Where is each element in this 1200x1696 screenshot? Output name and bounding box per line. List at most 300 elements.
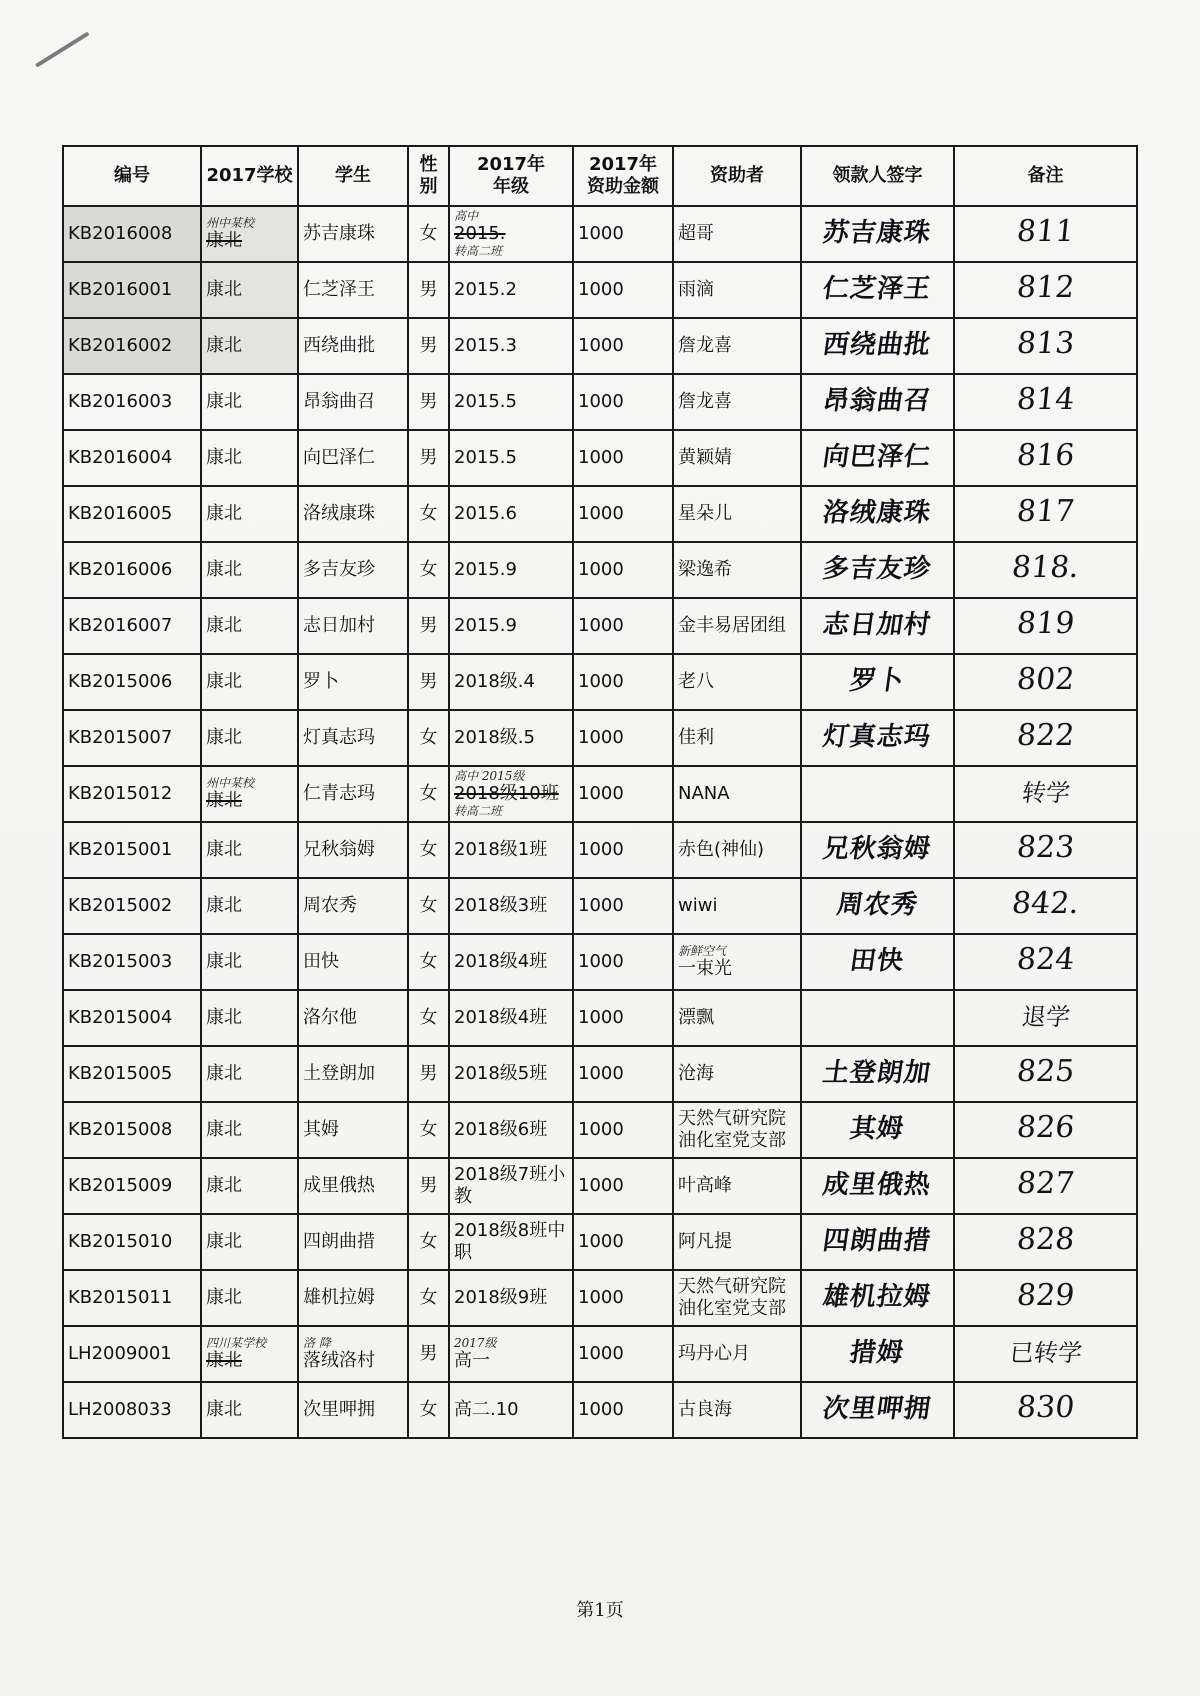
student-id: KB2015008: [68, 1119, 173, 1140]
grade-value: 2015.2: [454, 279, 517, 300]
table-row: [63, 1158, 1137, 1214]
student-name: 四朗曲措: [303, 1231, 375, 1252]
table-row: [63, 878, 1137, 934]
header-id: 编号: [63, 146, 201, 206]
cell-donor: [673, 1102, 801, 1158]
cell-school: [201, 542, 298, 598]
school-name: 康北: [206, 1349, 242, 1371]
handwritten-signature: 仁芝泽王: [821, 273, 934, 304]
student-sex: 女: [419, 1231, 438, 1252]
cell-donor: [673, 486, 801, 542]
donor-name: wiwi: [678, 895, 718, 916]
cell-school: [201, 1158, 298, 1214]
cell-school: [201, 598, 298, 654]
cell-id: [63, 878, 201, 934]
cell-remark: [954, 990, 1137, 1046]
handwritten-signature: 田快: [848, 945, 907, 976]
cell-signature: [801, 654, 954, 710]
cell-donor: [673, 542, 801, 598]
cell-amount: [573, 878, 673, 934]
cell-id: [63, 710, 201, 766]
cell-school: [201, 262, 298, 318]
amount-value: 1000: [578, 1175, 624, 1196]
cell-donor: [673, 1382, 801, 1438]
amount-value: 1000: [578, 1231, 624, 1252]
handwritten-signature: 昂翁曲召: [821, 385, 934, 416]
table-row: [63, 1102, 1137, 1158]
cell-school: [201, 430, 298, 486]
cell-grade: [449, 374, 573, 430]
cell-amount: [573, 206, 673, 262]
school-handwritten-note: 州中某校: [206, 775, 255, 790]
cell-donor: [673, 934, 801, 990]
amount-value: 1000: [578, 447, 624, 468]
handwritten-signature: 西绕曲批: [821, 329, 934, 360]
school-name: 康北: [206, 229, 242, 251]
table-row: [63, 1326, 1137, 1382]
cell-signature: [801, 1326, 954, 1382]
cell-sex: [408, 1270, 449, 1326]
header-amount-line2: 资助金额: [587, 176, 659, 197]
handwritten-remark: 812: [1015, 270, 1077, 305]
grade-value: 2018级5班: [454, 1063, 548, 1084]
student-name: 次里呷拥: [303, 1399, 375, 1420]
grade-value: 2018级8班中职: [454, 1220, 566, 1263]
donor-name: 雨滴: [678, 279, 714, 300]
header-row: [63, 146, 1137, 206]
cell-signature: [801, 878, 954, 934]
cell-remark: [954, 766, 1137, 822]
cell-student: [298, 878, 408, 934]
donor-name: 玛丹心月: [678, 1343, 750, 1364]
donor-name: 金丰易居团组: [678, 615, 786, 636]
cell-amount: [573, 934, 673, 990]
cell-sex: [408, 1102, 449, 1158]
cell-sex: [408, 1382, 449, 1438]
grade-value: 2015.: [454, 223, 506, 244]
cell-student: [298, 430, 408, 486]
cell-remark: [954, 1158, 1137, 1214]
cell-sex: [408, 710, 449, 766]
cell-id: [63, 486, 201, 542]
student-sex: 女: [419, 727, 438, 748]
student-name: 罗卜: [303, 671, 339, 692]
cell-school: [201, 1270, 298, 1326]
donor-name: 阿凡提: [678, 1231, 732, 1252]
grade-value: 2015.5: [454, 447, 517, 468]
cell-donor: [673, 990, 801, 1046]
cell-amount: [573, 766, 673, 822]
school-name: 康北: [206, 1119, 242, 1140]
grade-value: 2018级7班小教: [454, 1164, 566, 1207]
cell-grade: [449, 934, 573, 990]
cell-donor: [673, 1158, 801, 1214]
cell-amount: [573, 374, 673, 430]
student-sex: 男: [419, 391, 438, 412]
grade-value: 2018级.5: [454, 727, 535, 748]
cell-id: [63, 598, 201, 654]
student-name: 志日加村: [303, 615, 375, 636]
cell-school: [201, 374, 298, 430]
student-sex: 男: [419, 447, 438, 468]
cell-grade: [449, 430, 573, 486]
cell-id: [63, 1382, 201, 1438]
table-row: [63, 934, 1137, 990]
cell-grade: [449, 710, 573, 766]
amount-value: 1000: [578, 727, 624, 748]
cell-id: [63, 374, 201, 430]
cell-student: [298, 654, 408, 710]
cell-signature: [801, 1382, 954, 1438]
handwritten-remark: 824: [1015, 942, 1077, 977]
cell-grade: [449, 318, 573, 374]
header-amount-line1: 2017年: [588, 154, 658, 175]
student-id: KB2015002: [68, 895, 173, 916]
cell-amount: [573, 654, 673, 710]
cell-remark: [954, 1046, 1137, 1102]
student-name: 周农秀: [303, 895, 357, 916]
table-row: [63, 206, 1137, 262]
cell-donor: [673, 766, 801, 822]
handwritten-remark: 828: [1015, 1222, 1077, 1257]
cell-sex: [408, 430, 449, 486]
amount-value: 1000: [578, 335, 624, 356]
cell-student: [298, 542, 408, 598]
header-sex-line2: 别: [419, 176, 438, 197]
cell-amount: [573, 486, 673, 542]
school-handwritten-note: 四川某学校: [206, 1335, 267, 1350]
cell-amount: [573, 1102, 673, 1158]
handwritten-remark: 829: [1015, 1278, 1077, 1313]
handwritten-remark: 802: [1015, 662, 1077, 697]
cell-amount: [573, 430, 673, 486]
table-row: [63, 430, 1137, 486]
cell-remark: [954, 654, 1137, 710]
cell-remark: [954, 934, 1137, 990]
cell-signature: [801, 1046, 954, 1102]
cell-school: [201, 710, 298, 766]
handwritten-signature: 罗卜: [848, 665, 907, 696]
amount-value: 1000: [578, 559, 624, 580]
amount-value: 1000: [578, 1399, 624, 1420]
handwritten-remark: 830: [1015, 1390, 1077, 1425]
school-name: 康北: [206, 559, 242, 580]
cell-donor: [673, 1326, 801, 1382]
school-handwritten-note: 州中某校: [206, 215, 255, 230]
grade-value: 2018级9班: [454, 1287, 548, 1308]
cell-remark: [954, 1382, 1137, 1438]
cell-remark: [954, 1102, 1137, 1158]
handwritten-remark: 816: [1015, 438, 1077, 473]
handwritten-remark: 818.: [1010, 550, 1081, 585]
student-id: KB2016005: [68, 503, 173, 524]
cell-id: [63, 1326, 201, 1382]
cell-signature: [801, 486, 954, 542]
table-row: [63, 654, 1137, 710]
student-name: 其姆: [303, 1119, 339, 1140]
handwritten-remark: 转学: [1020, 778, 1071, 807]
student-name: 西绕曲批: [303, 335, 375, 356]
handwritten-signature: 措姆: [848, 1337, 907, 1368]
cell-school: [201, 1214, 298, 1270]
student-id: KB2015004: [68, 1007, 173, 1028]
cell-remark: [954, 318, 1137, 374]
cell-remark: [954, 542, 1137, 598]
donor-name: 黄颖婧: [678, 447, 732, 468]
student-name: 田快: [303, 951, 339, 972]
school-name: 康北: [206, 503, 242, 524]
cell-signature: [801, 766, 954, 822]
handwritten-remark: 814: [1015, 382, 1077, 417]
school-name: 康北: [206, 615, 242, 636]
donor-name: 詹龙喜: [678, 391, 732, 412]
cell-grade: [449, 206, 573, 262]
cell-sex: [408, 1326, 449, 1382]
grade-handwritten-note: 转高二班: [454, 804, 503, 818]
cell-grade: [449, 878, 573, 934]
student-sex: 女: [419, 503, 438, 524]
cell-signature: [801, 374, 954, 430]
header-grade: [449, 146, 573, 206]
school-name: 康北: [206, 1175, 242, 1196]
donor-name: 佳利: [678, 727, 714, 748]
donor-name: 叶高峰: [678, 1175, 732, 1196]
cell-student: [298, 598, 408, 654]
cell-id: [63, 654, 201, 710]
cell-school: [201, 654, 298, 710]
cell-signature: [801, 542, 954, 598]
school-name: 康北: [206, 391, 242, 412]
cell-donor: [673, 1046, 801, 1102]
cell-grade: [449, 262, 573, 318]
cell-id: [63, 934, 201, 990]
donor-name: NANA: [678, 783, 730, 804]
cell-school: [201, 1046, 298, 1102]
student-sex: 男: [419, 671, 438, 692]
cell-grade: [449, 486, 573, 542]
school-name: 康北: [206, 727, 242, 748]
handwritten-signature: 土登朗加: [821, 1057, 934, 1088]
student-id: LH2008033: [68, 1399, 172, 1420]
student-name: 苏吉康珠: [303, 223, 375, 244]
amount-value: 1000: [578, 279, 624, 300]
header-signature: 领款人签字: [801, 146, 954, 206]
table-row: [63, 766, 1137, 822]
student-sex: 女: [419, 839, 438, 860]
handwritten-signature: 雄机拉姆: [821, 1281, 934, 1312]
cell-id: [63, 318, 201, 374]
cell-amount: [573, 1046, 673, 1102]
cell-remark: [954, 486, 1137, 542]
cell-id: [63, 430, 201, 486]
cell-signature: [801, 430, 954, 486]
school-name: 康北: [206, 671, 242, 692]
cell-signature: [801, 318, 954, 374]
cell-school: [201, 1326, 298, 1382]
student-id: LH2009001: [68, 1343, 172, 1364]
staple-mark: [35, 31, 90, 67]
cell-sex: [408, 1158, 449, 1214]
cell-school: [201, 1102, 298, 1158]
cell-remark: [954, 1270, 1137, 1326]
header-donor: 资助者: [673, 146, 801, 206]
student-name: 洛绒康珠: [303, 503, 375, 524]
table-row: [63, 542, 1137, 598]
cell-grade: [449, 990, 573, 1046]
cell-signature: [801, 990, 954, 1046]
cell-sex: [408, 542, 449, 598]
cell-sex: [408, 990, 449, 1046]
cell-amount: [573, 542, 673, 598]
amount-value: 1000: [578, 783, 624, 804]
student-sex: 男: [419, 335, 438, 356]
student-sex: 女: [419, 1007, 438, 1028]
table-row: [63, 598, 1137, 654]
school-name: 康北: [206, 1399, 242, 1420]
cell-school: [201, 934, 298, 990]
cell-donor: [673, 822, 801, 878]
cell-sex: [408, 598, 449, 654]
cell-grade: [449, 598, 573, 654]
cell-signature: [801, 1158, 954, 1214]
amount-value: 1000: [578, 503, 624, 524]
student-sex: 女: [419, 951, 438, 972]
donor-name: 天然气研究院油化室党支部: [678, 1276, 786, 1319]
grade-value: 2018级6班: [454, 1119, 548, 1140]
handwritten-signature: 四朗曲措: [821, 1225, 934, 1256]
grade-value: 2018级3班: [454, 895, 548, 916]
cell-amount: [573, 598, 673, 654]
cell-student: [298, 374, 408, 430]
handwritten-signature: 灯真志玛: [821, 721, 934, 752]
student-sex: 男: [419, 1063, 438, 1084]
table-body: [63, 206, 1137, 1438]
header-sex: [408, 146, 449, 206]
student-name: 落绒洛村: [303, 1349, 375, 1371]
grade-value: 2015.9: [454, 559, 517, 580]
amount-value: 1000: [578, 391, 624, 412]
student-id: KB2016003: [68, 391, 173, 412]
cell-school: [201, 822, 298, 878]
student-id: KB2016001: [68, 279, 173, 300]
handwritten-signature: 洛绒康珠: [821, 497, 934, 528]
cell-school: [201, 990, 298, 1046]
cell-grade: [449, 1214, 573, 1270]
student-id: KB2016006: [68, 559, 173, 580]
cell-signature: [801, 822, 954, 878]
cell-donor: [673, 1270, 801, 1326]
school-name: 康北: [206, 1063, 242, 1084]
cell-school: [201, 766, 298, 822]
student-sex: 男: [419, 1175, 438, 1196]
cell-signature: [801, 1270, 954, 1326]
student-sex: 女: [419, 1287, 438, 1308]
handwritten-remark: 817: [1015, 494, 1077, 529]
table-row: [63, 822, 1137, 878]
handwritten-remark: 822: [1015, 718, 1077, 753]
cell-sex: [408, 318, 449, 374]
cell-student: [298, 1214, 408, 1270]
cell-sex: [408, 374, 449, 430]
cell-student: [298, 1326, 408, 1382]
grade-value: 2015.6: [454, 503, 517, 524]
cell-grade: [449, 1046, 573, 1102]
handwritten-signature: 多吉友珍: [821, 553, 934, 584]
cell-sex: [408, 822, 449, 878]
cell-sex: [408, 878, 449, 934]
handwritten-remark: 827: [1015, 1166, 1077, 1201]
grade-value: 高一: [454, 1349, 490, 1371]
grade-value: 2018级.4: [454, 671, 535, 692]
student-sex: 女: [419, 559, 438, 580]
student-id: KB2015003: [68, 951, 173, 972]
header-student: 学生: [298, 146, 408, 206]
cell-sex: [408, 1046, 449, 1102]
handwritten-signature: 兄秋翁姆: [821, 833, 934, 864]
handwritten-remark: 842.: [1010, 886, 1081, 921]
student-id: KB2016004: [68, 447, 173, 468]
school-name: 康北: [206, 335, 242, 356]
school-name: 康北: [206, 895, 242, 916]
student-name: 仁青志玛: [303, 783, 375, 804]
cell-signature: [801, 1214, 954, 1270]
handwritten-remark: 826: [1015, 1110, 1077, 1145]
grade-value: 2018级4班: [454, 1007, 548, 1028]
cell-donor: [673, 654, 801, 710]
handwritten-remark: 823: [1015, 830, 1077, 865]
cell-amount: [573, 1326, 673, 1382]
cell-donor: [673, 878, 801, 934]
cell-signature: [801, 1102, 954, 1158]
student-id: KB2015005: [68, 1063, 173, 1084]
cell-student: [298, 1382, 408, 1438]
cell-sex: [408, 766, 449, 822]
header-sex-line1: 性: [419, 154, 438, 175]
amount-value: 1000: [578, 1343, 624, 1364]
cell-donor: [673, 598, 801, 654]
amount-value: 1000: [578, 895, 624, 916]
amount-value: 1000: [578, 951, 624, 972]
cell-id: [63, 766, 201, 822]
header-school: 2017学校: [201, 146, 298, 206]
table-row: [63, 1382, 1137, 1438]
cell-id: [63, 1214, 201, 1270]
student-id: KB2016008: [68, 223, 173, 244]
donor-name: 天然气研究院油化室党支部: [678, 1108, 786, 1151]
amount-value: 1000: [578, 1287, 624, 1308]
cell-grade: [449, 1102, 573, 1158]
cell-student: [298, 934, 408, 990]
student-id: KB2016002: [68, 335, 173, 356]
donor-handwritten-note: 新鲜空气: [678, 943, 727, 958]
cell-school: [201, 1382, 298, 1438]
cell-student: [298, 1102, 408, 1158]
cell-amount: [573, 1214, 673, 1270]
table-row: [63, 1046, 1137, 1102]
cell-donor: [673, 430, 801, 486]
cell-sex: [408, 262, 449, 318]
school-name: 康北: [206, 1007, 242, 1028]
cell-grade: [449, 1326, 573, 1382]
table-row: [63, 374, 1137, 430]
grade-value: 2015.5: [454, 391, 517, 412]
student-name: 向巴泽仁: [303, 447, 375, 468]
student-id: KB2016007: [68, 615, 173, 636]
handwritten-signature: 志日加村: [821, 609, 934, 640]
cell-student: [298, 262, 408, 318]
student-handwritten-note: 洛 降: [303, 1335, 331, 1350]
table-row: [63, 990, 1137, 1046]
